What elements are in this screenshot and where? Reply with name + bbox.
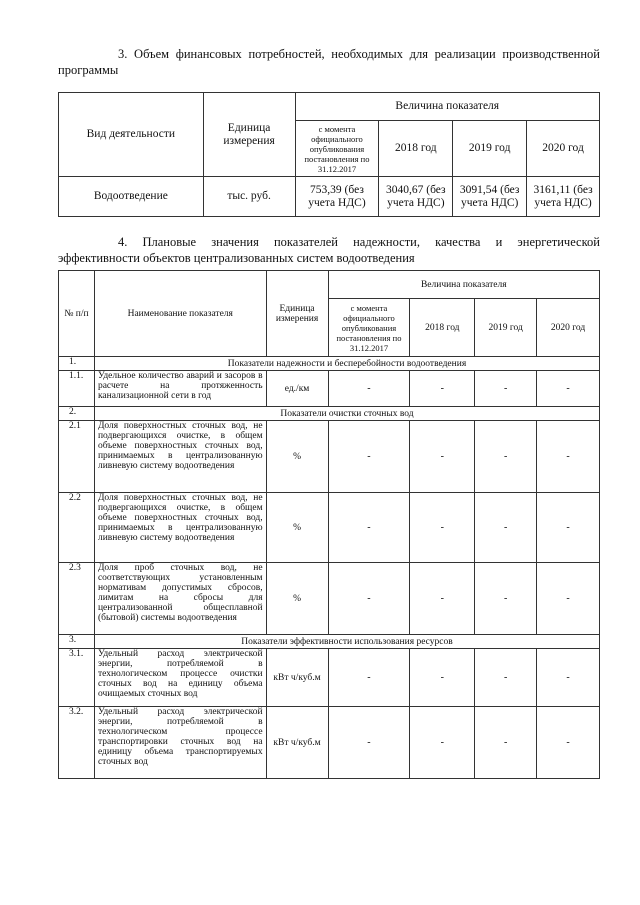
header-2020: 2020 год — [527, 121, 600, 177]
header-2019: 2019 год — [453, 121, 527, 177]
row-2018: - — [410, 421, 475, 493]
row-unit: % — [266, 563, 328, 635]
financial-needs-table — [58, 92, 600, 217]
table-row — [59, 371, 600, 407]
row-unit: кВт ч/куб.м — [266, 707, 328, 779]
row-name: Удельный расход электрической энергии, потребляемой в технологическом процессе транспортировки сточных вод на единицу объема транспортируемых сточных вод — [94, 707, 266, 779]
row-2020: - — [537, 421, 600, 493]
header-since: с момента официального опубликования постановления по 31.12.2017 — [295, 121, 379, 177]
row-unit: % — [266, 421, 328, 493]
header-2019: 2019 год — [475, 299, 537, 357]
row-since: - — [328, 707, 410, 779]
row-2019: - — [475, 493, 537, 563]
table-row — [59, 493, 600, 563]
section-row — [59, 635, 600, 649]
section-number: 3. — [59, 635, 95, 649]
row-2020: - — [537, 493, 600, 563]
section4-heading: 4. Плановые значения показателей надежности, качества и энергетической эффективности объектов централизованных систем водоотведения — [58, 235, 600, 265]
row-number: 2.1 — [59, 421, 95, 493]
row-2019: - — [475, 371, 537, 407]
row-since: - — [328, 563, 410, 635]
table-row — [59, 649, 600, 707]
table-row — [59, 563, 600, 635]
row-unit: % — [266, 493, 328, 563]
header-2020: 2020 год — [537, 299, 600, 357]
row-number: 3.1. — [59, 649, 95, 707]
table-row — [59, 707, 600, 779]
header-no: № п/п — [59, 271, 95, 357]
row-number: 2.2 — [59, 493, 95, 563]
row-since: - — [328, 493, 410, 563]
cell-activity: Водоотведение — [59, 177, 204, 217]
section-row — [59, 407, 600, 421]
row-2020: - — [537, 371, 600, 407]
row-2018: - — [410, 707, 475, 779]
section3-heading: 3. Объем финансовых потребностей, необходимых для реализации производственной программы — [58, 47, 600, 77]
header-since: с момента официального опубликования постановления по 31.12.2017 — [328, 299, 410, 357]
row-2018: - — [410, 649, 475, 707]
row-name: Доля проб сточных вод, не соответствующих установленным нормативам допустимых сбросов, лимитам на сбросы для централизованной общесплавной (бытовой) системы водоотведения — [94, 563, 266, 635]
row-2020: - — [537, 649, 600, 707]
row-number: 1.1. — [59, 371, 95, 407]
header-activity: Вид деятельности — [59, 93, 204, 177]
header-value: Величина показателя — [295, 93, 599, 121]
row-2019: - — [475, 563, 537, 635]
cell-unit: тыс. руб. — [203, 177, 295, 217]
section-number: 1. — [59, 357, 95, 371]
row-unit: ед./км — [266, 371, 328, 407]
row-name: Доля поверхностных сточных вод, не подвергающихся очистке, в общем объеме поверхностных сточных вод, принимаемых в централизованную ливневую систему водоотведения — [94, 493, 266, 563]
row-2019: - — [475, 707, 537, 779]
section-number: 2. — [59, 407, 95, 421]
cell-2020: 3161,11 (без учета НДС) — [527, 177, 600, 217]
section-row — [59, 357, 600, 371]
row-name: Удельное количество аварий и засоров в расчете на протяженность канализационной сети в год — [94, 371, 266, 407]
table-row — [59, 421, 600, 493]
cell-since: 753,39 (без учета НДС) — [295, 177, 379, 217]
header-value: Величина показателя — [328, 271, 599, 299]
row-2019: - — [475, 649, 537, 707]
cell-2019: 3091,54 (без учета НДС) — [453, 177, 527, 217]
row-2020: - — [537, 563, 600, 635]
row-since: - — [328, 371, 410, 407]
indicators-table — [58, 270, 600, 779]
row-name: Удельный расход электрической энергии, потребляемой в технологическом процессе очистки сточных вод на единицу объема очищаемых сточных вод — [94, 649, 266, 707]
header-unit: Единица измерения — [203, 93, 295, 177]
header-unit: Единица измерения — [266, 271, 328, 357]
row-2020: - — [537, 707, 600, 779]
row-2019: - — [475, 421, 537, 493]
row-2018: - — [410, 493, 475, 563]
section-title: Показатели эффективности использования ресурсов — [94, 635, 599, 649]
row-name: Доля поверхностных сточных вод, не подвергающихся очистке, в общем объеме поверхностных сточных вод, принимаемых в централизованную ливневую систему водоотведения — [94, 421, 266, 493]
row-number: 2.3 — [59, 563, 95, 635]
header-name: Наименование показателя — [94, 271, 266, 357]
row-unit: кВт ч/куб.м — [266, 649, 328, 707]
cell-2018: 3040,67 (без учета НДС) — [379, 177, 453, 217]
row-since: - — [328, 649, 410, 707]
section-title: Показатели очистки сточных вод — [94, 407, 599, 421]
row-number: 3.2. — [59, 707, 95, 779]
row-2018: - — [410, 563, 475, 635]
row-since: - — [328, 421, 410, 493]
section-title: Показатели надежности и бесперебойности водоотведения — [94, 357, 599, 371]
header-2018: 2018 год — [379, 121, 453, 177]
header-2018: 2018 год — [410, 299, 475, 357]
row-2018: - — [410, 371, 475, 407]
